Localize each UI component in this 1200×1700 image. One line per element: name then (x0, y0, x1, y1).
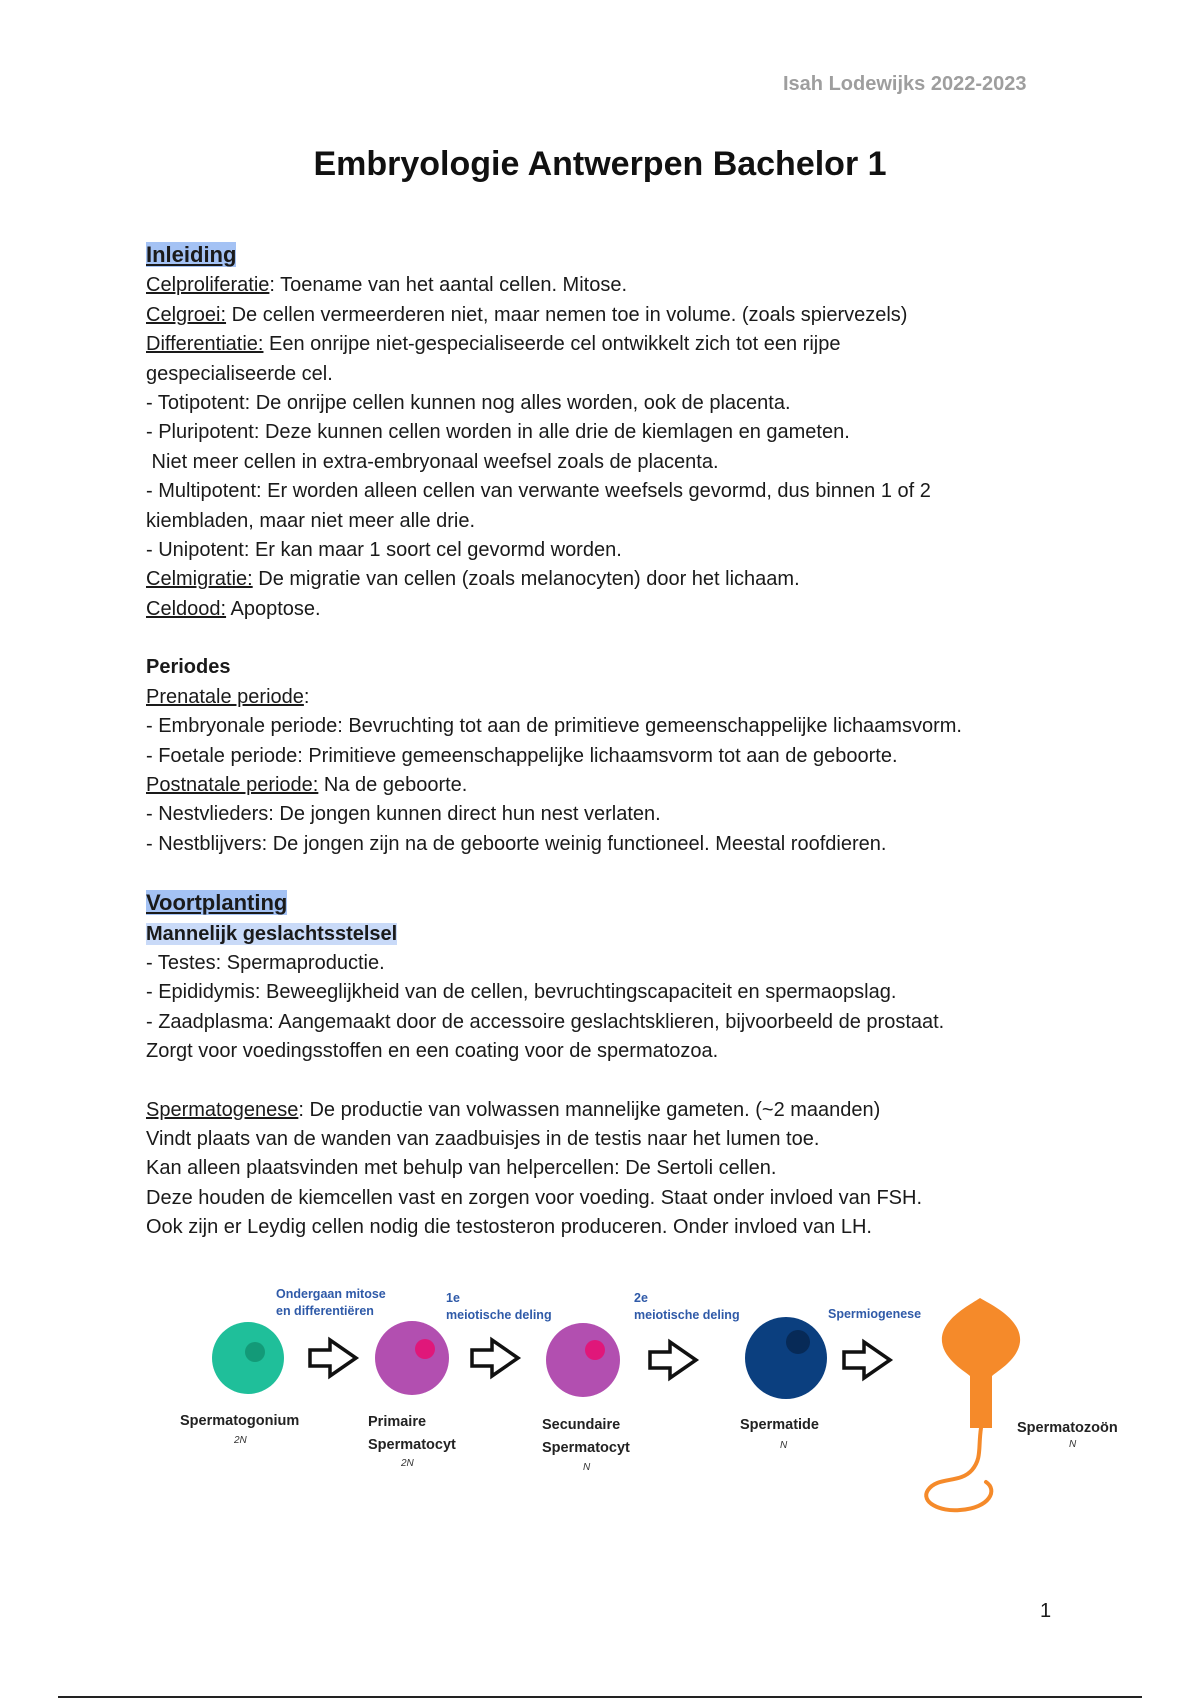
cell-label-secundaire-line2: Spermatocyt (542, 1440, 630, 1456)
list-item-totipotent: - Totipotent: De onrijpe cellen kunnen nog alles worden, ook de placenta. (146, 392, 791, 415)
list-item-pluripotent-cont: Niet meer cellen in extra-embryonaal weefsel zoals de placenta. (146, 450, 719, 473)
secundaire-spermatocyt-nucleus (585, 1340, 605, 1360)
arrow-icon (650, 1342, 696, 1378)
step-label-meiose1: 1e (446, 1291, 460, 1305)
spermatogenesis-diagram (160, 1280, 1140, 1540)
list-item-multipotent: - Multipotent: Er worden alleen cellen van verwante weefsels gevormd, dus binnen 1 of 2 (146, 480, 931, 503)
definition-differentiatie-cont: gespecialiseerde cel. (146, 362, 333, 385)
paragraph-line: Ook zijn er Leydig cellen nodig die testosteron produceren. Onder invloed van LH. (146, 1216, 872, 1239)
cell-label-spermatozoon: Spermatozoön (1017, 1420, 1118, 1436)
subheading-mannelijk: Mannelijk geslachtsstelsel (146, 922, 398, 945)
definition-celdood: Celdood: Apoptose. (146, 597, 321, 620)
list-item-pluripotent: - Pluripotent: Deze kunnen cellen worden in alle drie de kiemlagen en gameten. (146, 421, 850, 444)
section-heading-periodes: Periodes (146, 656, 231, 679)
ploidy-label: N (583, 1462, 591, 1473)
page-title: Embryologie Antwerpen Bachelor 1 (313, 145, 887, 183)
step-label-mitose-line2: en differentiëren (276, 1304, 374, 1318)
list-item-epididymis: - Epididymis: Beweeglijkheid van de cellen, bevruchtingscapaciteit en spermaopslag. (146, 981, 897, 1004)
list-item-testes: - Testes: Spermaproductie. (146, 951, 385, 974)
list-item-multipotent-cont: kiembladen, maar niet meer alle drie. (146, 509, 476, 532)
spermatide-cell (745, 1317, 827, 1399)
list-item-foetale: - Foetale periode: Primitieve gemeenschappelijke lichaamsvorm tot aan de geboorte. (146, 744, 898, 767)
definition-spermatogenese: Spermatogenese: De productie van volwassen mannelijke gameten. (~2 maanden) (146, 1098, 881, 1121)
paragraph-line: Kan alleen plaatsvinden met behulp van helpercellen: De Sertoli cellen. (146, 1157, 777, 1180)
definition-celgroei: Celgroei: De cellen vermeerderen niet, maar nemen toe in volume. (zoals spiervezels) (146, 303, 908, 326)
spermatide-nucleus (786, 1330, 810, 1354)
list-item-nestblijvers: - Nestblijvers: De jongen zijn na de geboorte weinig functioneel. Meestal roofdieren. (146, 832, 887, 855)
step-label-meiose2-line2: meiotische deling (634, 1308, 740, 1322)
step-label-meiose1-line2: meiotische deling (446, 1308, 552, 1322)
spermatogonium-nucleus (245, 1342, 265, 1362)
primaire-spermatocyt-nucleus (415, 1339, 435, 1359)
section-heading-inleiding: Inleiding (146, 242, 237, 267)
arrow-icon (310, 1340, 356, 1376)
paragraph-line: Deze houden de kiemcellen vast en zorgen voor voeding. Staat onder invloed van FSH. (146, 1186, 923, 1209)
cell-label-primaire: Primaire (368, 1414, 427, 1430)
step-label-meiose2: 2e (634, 1291, 648, 1305)
cell-label-primaire-line2: Spermatocyt (368, 1437, 456, 1453)
primaire-spermatocyt-cell (375, 1321, 449, 1395)
definition-celproliferatie: Celproliferatie: Toename van het aantal cellen. Mitose. (146, 274, 628, 297)
arrow-icon (472, 1340, 518, 1376)
cell-label-secundaire: Secundaire (542, 1417, 621, 1433)
definition-prenatale: Prenatale periode: (146, 685, 310, 708)
ploidy-label: N (780, 1440, 788, 1451)
step-label-spermiogenese: Spermiogenese (828, 1307, 922, 1321)
ploidy-label: 2N (234, 1435, 247, 1446)
definition-postnatale: Postnatale periode: Na de geboorte. (146, 773, 468, 796)
definition-celmigratie: Celmigratie: De migratie van cellen (zoals melanocyten) door het lichaam. (146, 568, 800, 591)
definition-differentiatie: Differentiatie: Een onrijpe niet-gespecialiseerde cel ontwikkelt zich tot een rijpe (146, 333, 841, 356)
document-body (146, 240, 1106, 1243)
arrow-icon (844, 1342, 890, 1378)
list-item-unipotent: - Unipotent: Er kan maar 1 soort cel gevormd worden. (146, 539, 622, 562)
paragraph-line: Vindt plaats van de wanden van zaadbuisjes in de testis naar het lumen toe. (146, 1127, 820, 1150)
section-heading-voortplanting: Voortplanting (146, 890, 288, 916)
cell-label-spermatide: Spermatide (740, 1417, 819, 1433)
ploidy-label: 2N (401, 1458, 414, 1469)
secundaire-spermatocyt-cell (546, 1323, 620, 1397)
list-item-zaadplasma: - Zaadplasma: Aangemaakt door de accessoire geslachtsklieren, bijvoorbeeld de prostaat. (146, 1010, 945, 1033)
spermatozoon-cell (926, 1298, 1020, 1510)
cell-label-spermatogonium: Spermatogonium (180, 1413, 300, 1429)
list-item-embryonale: - Embryonale periode: Bevruchting tot aan de primitieve gemeenschappelijke lichaamsvorm. (146, 715, 962, 738)
divider (58, 1696, 1142, 1698)
author-label: Isah Lodewijks 2022-2023 (783, 73, 1027, 95)
ploidy-label: N (1069, 1439, 1077, 1450)
page-number: 1 (1040, 1600, 1052, 1622)
list-item-nestvlieders: - Nestvlieders: De jongen kunnen direct hun nest verlaten. (146, 803, 661, 826)
step-label-mitose: Ondergaan mitose (276, 1287, 386, 1301)
list-item-zaadplasma-cont: Zorgt voor voedingsstoffen en een coating voor de spermatozoa. (146, 1040, 719, 1063)
